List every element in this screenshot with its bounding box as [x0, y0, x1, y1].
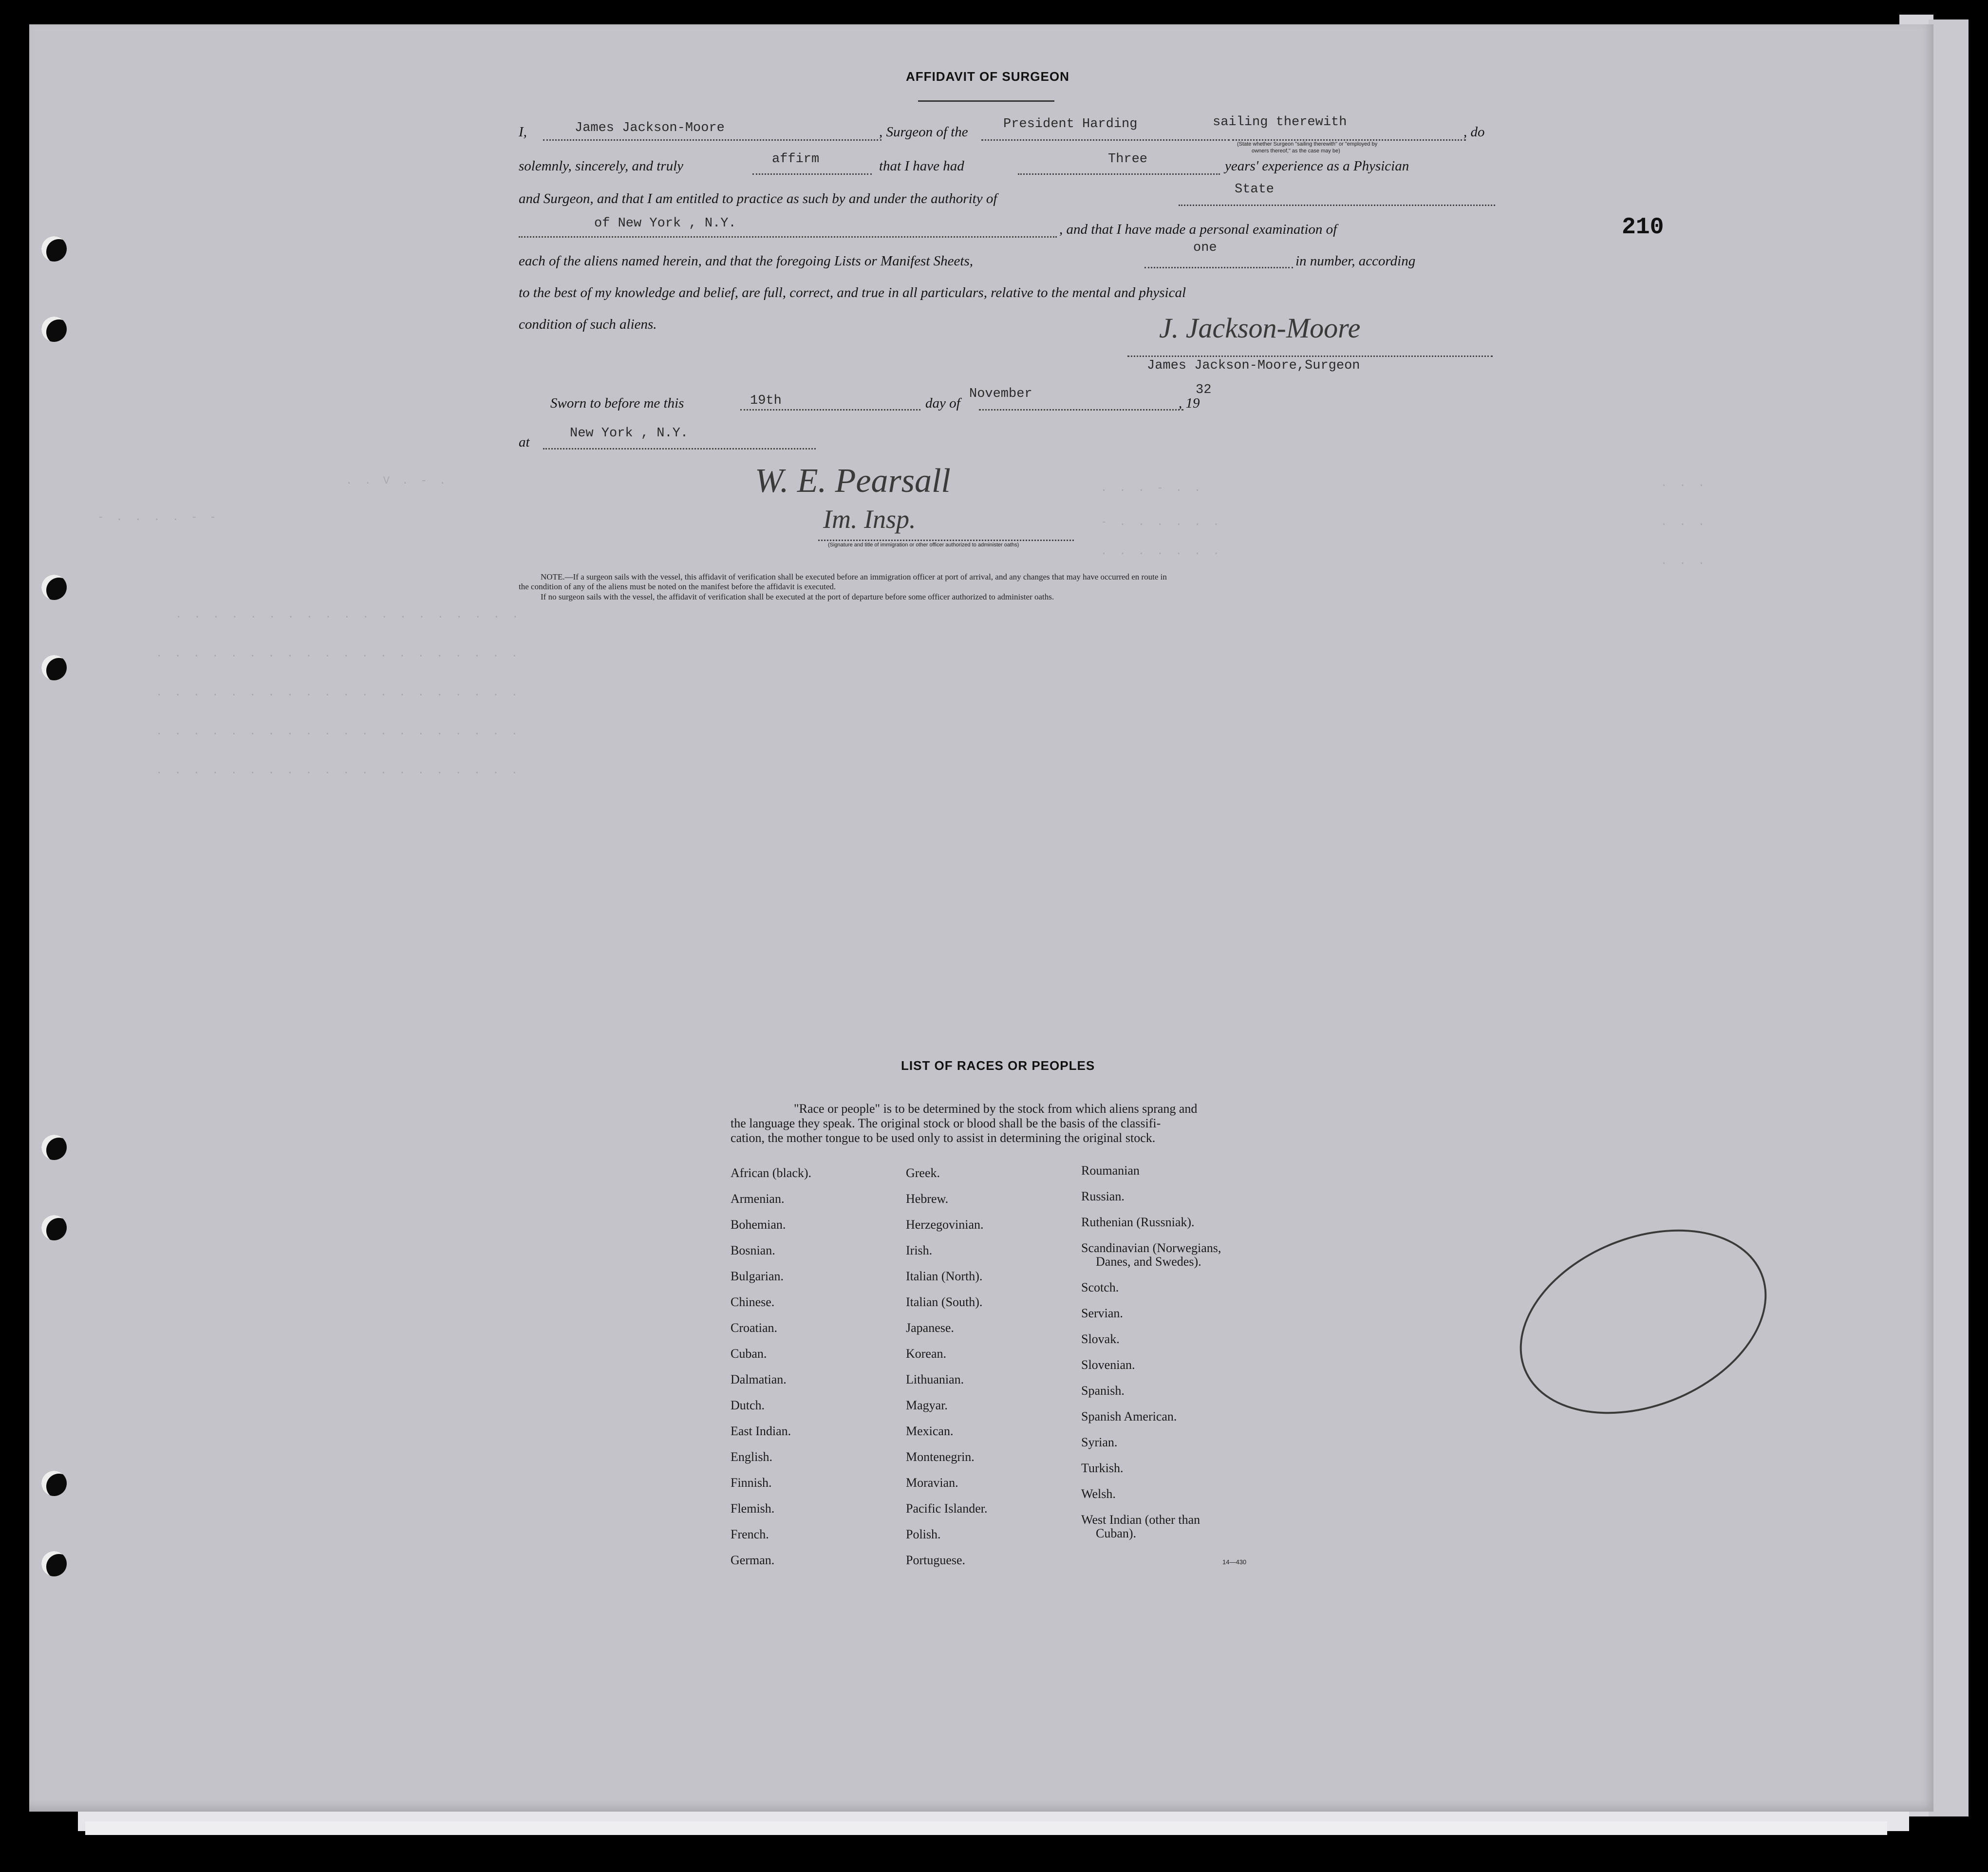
affirm-field: affirm — [772, 152, 820, 167]
affidavit-text: years' experience as a Physician — [1225, 158, 1409, 174]
race-item: Greek. — [906, 1166, 940, 1180]
race-item: Polish. — [906, 1527, 941, 1541]
race-item: Scandinavian (Norwegians, — [1081, 1241, 1221, 1255]
race-item: Lithuanian. — [906, 1372, 964, 1386]
authority-field: State — [1235, 182, 1275, 197]
race-item: Moravian. — [906, 1476, 958, 1490]
bleed-through-text: . . . . . . . . . . . . . . . . . . . — [175, 609, 522, 621]
binder-hole — [41, 1551, 67, 1576]
bleed-through-text: - . . . . . . — [1101, 516, 1222, 528]
race-item: Irish. — [906, 1243, 933, 1257]
race-item: French. — [731, 1527, 769, 1541]
binder-hole — [41, 655, 67, 680]
race-item: Croatian. — [731, 1321, 778, 1335]
bleed-through-text: . . . — [1661, 516, 1708, 528]
race-item: Italian (North). — [906, 1269, 983, 1283]
race-item: Bulgarian. — [731, 1269, 784, 1283]
fill-line — [740, 409, 920, 411]
race-item: Portuguese. — [906, 1553, 966, 1567]
officer-signature: W. E. Pearsall — [755, 462, 951, 500]
race-item: Flemish. — [731, 1501, 775, 1516]
sheet-count-field: one — [1193, 241, 1217, 255]
fill-line — [519, 236, 1057, 238]
affidavit-title: AFFIDAVIT OF SURGEON — [906, 69, 1069, 84]
affidavit-text: that I have had — [879, 158, 964, 174]
race-item: Magyar. — [906, 1398, 948, 1412]
sworn-year-field: 32 — [1196, 383, 1212, 397]
race-item: Welsh. — [1081, 1487, 1116, 1501]
vessel-name-field: President Harding — [1003, 117, 1138, 131]
race-item: Chinese. — [731, 1295, 775, 1309]
sworn-text: at — [519, 434, 530, 450]
fill-line — [1179, 205, 1495, 206]
affidavit-text: I, — [519, 124, 527, 140]
race-item: Montenegrin. — [906, 1450, 975, 1464]
race-item: Dutch. — [731, 1398, 765, 1412]
sworn-text: day of — [925, 395, 960, 411]
race-item: Danes, and Swedes). — [1096, 1254, 1201, 1269]
fill-line — [543, 139, 881, 141]
race-item: Bohemian. — [731, 1217, 786, 1232]
sailing-status-field: sailing therewith — [1213, 115, 1347, 130]
race-item: Spanish. — [1081, 1384, 1125, 1398]
officer-title-signature: Im. Insp. — [823, 505, 916, 534]
sailing-note: owners thereof," as the case may be) — [1252, 148, 1340, 154]
binder-hole — [41, 575, 67, 600]
affidavit-text: and Surgeon, and that I am entitled to practice as such by and under the authority of — [519, 191, 997, 206]
sailing-note: (State whether Surgeon "sailing therewith" or "employed by — [1237, 141, 1378, 147]
fill-line — [1144, 267, 1293, 268]
bleed-through-text: . . . — [1661, 555, 1708, 567]
affidavit-text: , do — [1463, 124, 1485, 140]
fill-line — [979, 409, 1183, 411]
fill-line — [981, 139, 1230, 141]
surgeon-typed-name: James Jackson-Moore,Surgeon — [1147, 358, 1360, 373]
races-column-1 — [731, 1166, 811, 1579]
races-intro: the language they speak. The original stock or blood shall be the basis of the classifi- — [731, 1116, 1161, 1130]
race-item: Herzegovinian. — [906, 1217, 984, 1232]
bleed-through-text: . . . . . . . — [1101, 545, 1222, 558]
bleed-through-text: . . . . . . . . . . . . . . . . . . . . — [156, 687, 521, 699]
race-item: English. — [731, 1450, 772, 1464]
binder-hole — [41, 1135, 67, 1160]
race-item: Roumanian — [1081, 1163, 1140, 1178]
bleed-through-text: . . . - . . — [1101, 482, 1204, 494]
sworn-place-field: New York , N.Y. — [570, 426, 689, 441]
paper-stack-edge — [85, 1821, 1887, 1835]
fill-line — [1018, 173, 1220, 175]
affidavit-note: If no surgeon sails with the vessel, the affidavit of verification shall be executed at the port of departure before some officer authorized to administer oaths. — [541, 592, 1054, 601]
race-item: Bosnian. — [731, 1243, 775, 1257]
races-title: LIST OF RACES OR PEOPLES — [901, 1058, 1095, 1073]
race-item: Spanish American. — [1081, 1409, 1177, 1423]
races-column-2 — [906, 1166, 988, 1579]
race-item: African (black). — [731, 1166, 812, 1180]
race-item: Slovenian. — [1081, 1358, 1135, 1372]
sworn-text: Sworn to before me this — [550, 395, 684, 411]
affidavit-text: each of the aliens named herein, and that the foregoing Lists or Manifest Sheets, — [519, 253, 973, 269]
race-item: Cuban). — [1096, 1526, 1137, 1540]
races-intro: cation, the mother tongue to be used only to assist in determining the original stock. — [731, 1131, 1156, 1145]
binder-hole — [41, 317, 67, 342]
sheet-number: 210 — [1622, 214, 1664, 241]
race-item: Italian (South). — [906, 1295, 983, 1309]
sworn-day-field: 19th — [750, 393, 782, 408]
race-item: West Indian (other than — [1081, 1513, 1200, 1527]
authority-place-field: of New York , N.Y. — [594, 216, 736, 231]
fill-line — [1232, 139, 1466, 141]
bleed-through-text: . . . . . . . . . . . . . . . . . . . . — [156, 765, 521, 777]
bleed-through-text: . . V . - . — [346, 475, 449, 487]
binder-hole — [41, 1471, 67, 1496]
affidavit-text: solemnly, sincerely, and truly — [519, 158, 684, 174]
officer-caption: (Signature and title of immigration or other officer authorized to administer oaths) — [828, 542, 1019, 548]
race-item: Pacific Islander. — [906, 1501, 988, 1516]
bleed-through-text: - . . . . - - — [97, 511, 219, 524]
race-item: Syrian. — [1081, 1435, 1118, 1449]
signature-line — [1127, 356, 1493, 357]
officer-signature-line — [818, 540, 1074, 541]
race-item: Slovak. — [1081, 1332, 1120, 1346]
race-item: Finnish. — [731, 1476, 772, 1490]
race-item: East Indian. — [731, 1424, 791, 1438]
races-intro: "Race or people" is to be determined by the stock from which aliens sprang and — [794, 1102, 1198, 1116]
bleed-through-text: . . . — [1661, 477, 1708, 489]
affidavit-note: the condition of any of the aliens must be noted on the manifest before the affidavit is executed. — [519, 582, 836, 591]
surgeon-name-field: James Jackson-Moore — [575, 121, 725, 135]
binder-hole — [41, 1215, 67, 1240]
affidavit-text: , and that I have made a personal examination of — [1059, 222, 1337, 237]
bleed-through-text: . . . . . . . . . . . . . . . . . . . . — [156, 648, 521, 660]
affidavit-text: condition of such aliens. — [519, 317, 657, 332]
race-item: Ruthenian (Russniak). — [1081, 1215, 1195, 1229]
bleed-through-text: . . . . . . . . . . . . . . . . . . . . — [156, 726, 521, 738]
race-item: Dalmatian. — [731, 1372, 787, 1386]
fill-line — [543, 448, 816, 449]
document-page — [29, 24, 1933, 1812]
race-item: Hebrew. — [906, 1192, 949, 1206]
title-underline — [918, 100, 1054, 102]
oval-stamp — [1492, 1195, 1794, 1448]
races-column-3 — [1081, 1164, 1221, 1540]
race-item: Russian. — [1081, 1189, 1125, 1203]
race-item: Armenian. — [731, 1192, 785, 1206]
sworn-month-field: November — [969, 387, 1032, 401]
race-item: Japanese. — [906, 1321, 954, 1335]
surgeon-signature: J. Jackson-Moore — [1159, 312, 1361, 344]
fill-line — [752, 173, 872, 175]
race-item: Scotch. — [1081, 1280, 1119, 1294]
binder-hole — [41, 236, 67, 262]
race-item: Mexican. — [906, 1424, 954, 1438]
affidavit-note: NOTE.—If a surgeon sails with the vessel, this affidavit of verification shall be executed before an immigration officer at port of arrival, and any changes that may have occurred en route in — [541, 572, 1167, 581]
race-item: Cuban. — [731, 1347, 767, 1361]
race-item: Korean. — [906, 1347, 947, 1361]
sworn-text: , 19 — [1179, 395, 1200, 411]
affidavit-text: , Surgeon of the — [879, 124, 968, 140]
race-item: Turkish. — [1081, 1461, 1124, 1475]
form-code: 14—430 — [1222, 1558, 1247, 1566]
years-field: Three — [1108, 152, 1148, 167]
race-item: Servian. — [1081, 1306, 1123, 1320]
affidavit-text: to the best of my knowledge and belief, are full, correct, and true in all particulars, relative to the mental and physical — [519, 285, 1186, 300]
race-item: German. — [731, 1553, 775, 1567]
affidavit-text: in number, according — [1295, 253, 1416, 269]
paper-stack-edge — [1929, 19, 1969, 1816]
